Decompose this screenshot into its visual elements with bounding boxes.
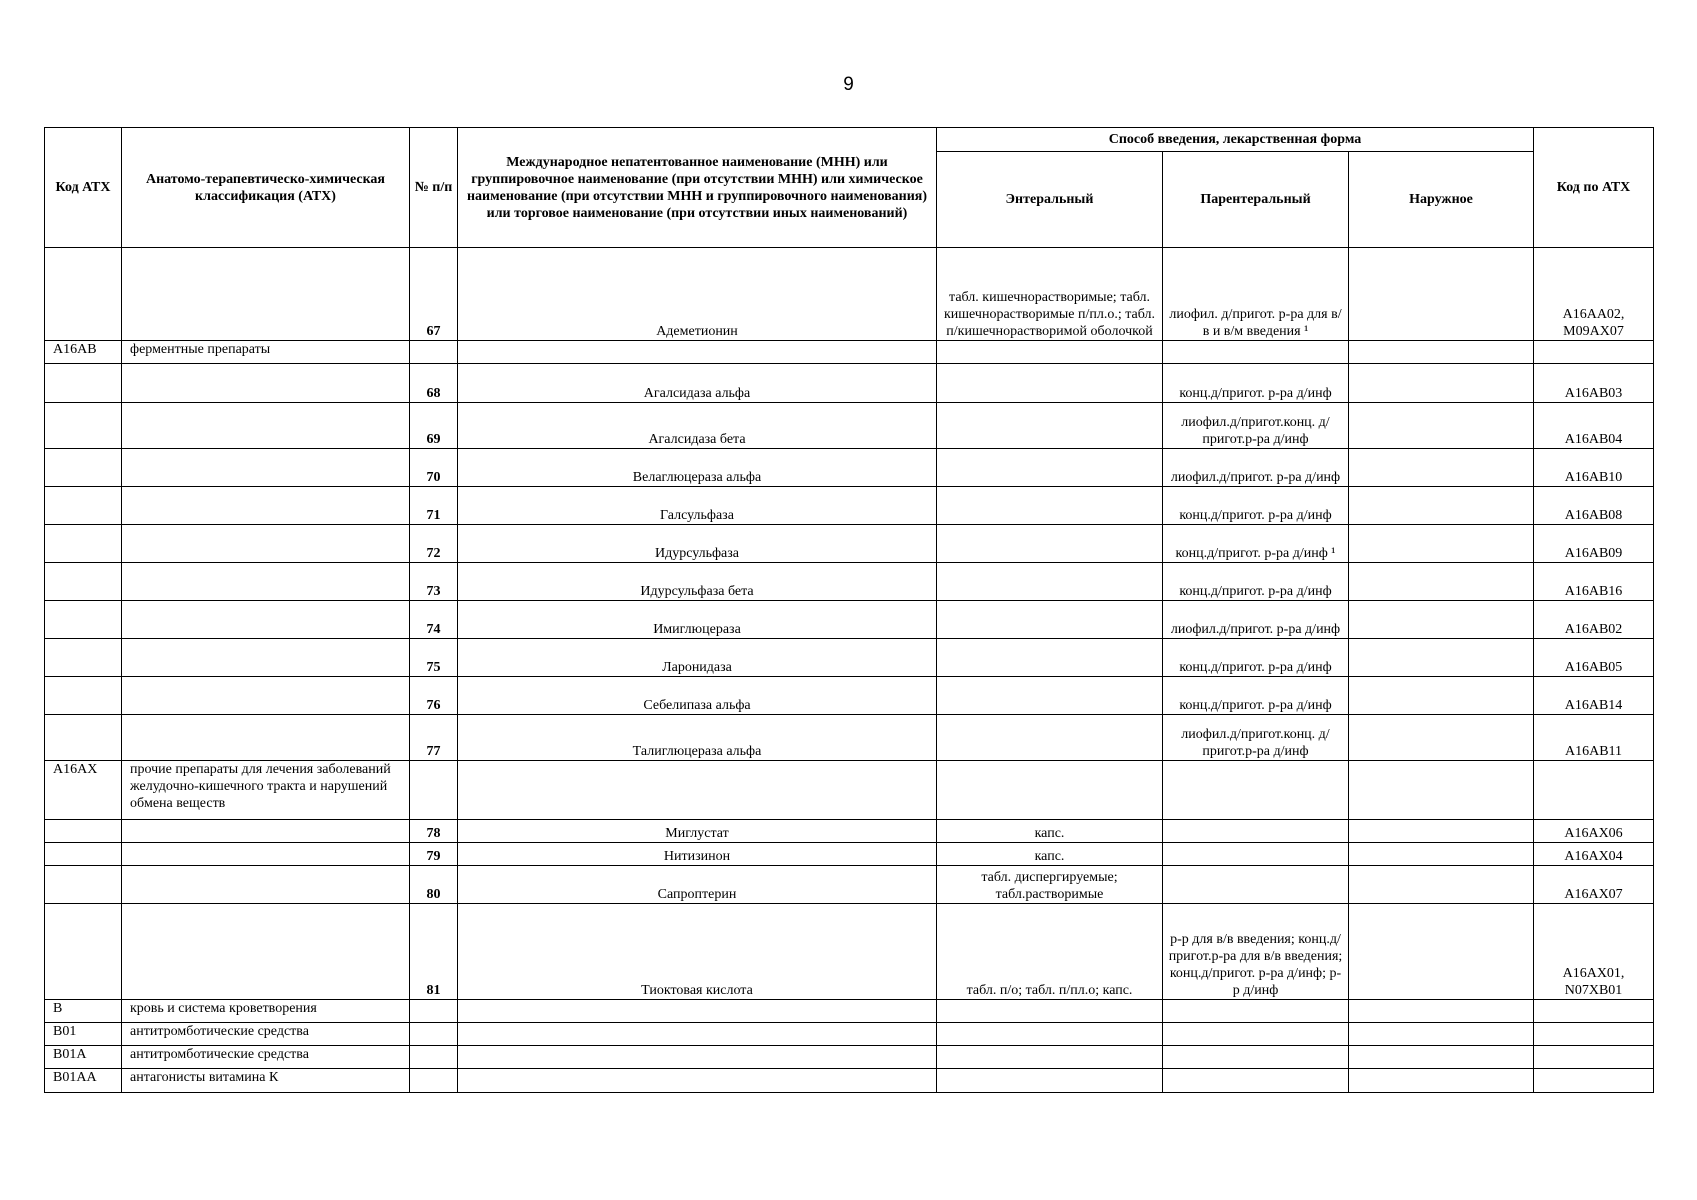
row-number: 69	[410, 403, 458, 449]
classification: прочие препараты для лечения заболеваний желудочно-кишечного тракта и нарушений обмена веществ	[122, 761, 410, 820]
table-row	[45, 866, 1654, 904]
table-row	[45, 487, 1654, 525]
atc-group-code	[45, 715, 122, 761]
atc-group-code	[45, 364, 122, 403]
atc-group-code	[45, 403, 122, 449]
drug-name: Имиглюцераза	[458, 601, 937, 639]
drug-name: Идурсульфаза бета	[458, 563, 937, 601]
row-number: 70	[410, 449, 458, 487]
external-form	[1349, 248, 1534, 341]
enteral-form	[937, 525, 1163, 563]
atc-code	[1534, 761, 1654, 820]
atc-group-code	[45, 487, 122, 525]
enteral-form	[937, 1046, 1163, 1069]
enteral-form	[937, 715, 1163, 761]
external-form	[1349, 1069, 1534, 1093]
classification	[122, 563, 410, 601]
classification	[122, 364, 410, 403]
enteral-form	[937, 341, 1163, 364]
external-form	[1349, 341, 1534, 364]
drug-name	[458, 1069, 937, 1093]
enteral-form: табл. кишечнорастворимые; табл. кишечнорастворимые п/пл.о.; табл. п/кишечнорастворимой оболочкой	[937, 248, 1163, 341]
parenteral-form	[1163, 1069, 1349, 1093]
atc-code: A16AB14	[1534, 677, 1654, 715]
parenteral-form	[1163, 820, 1349, 843]
drug-name: Велаглюцераза альфа	[458, 449, 937, 487]
classification	[122, 525, 410, 563]
table-row	[45, 601, 1654, 639]
row-number: 74	[410, 601, 458, 639]
external-form	[1349, 820, 1534, 843]
enteral-form: капс.	[937, 820, 1163, 843]
external-form	[1349, 487, 1534, 525]
row-number: 68	[410, 364, 458, 403]
classification	[122, 866, 410, 904]
table-row	[45, 639, 1654, 677]
drug-name	[458, 341, 937, 364]
row-number	[410, 1046, 458, 1069]
external-form	[1349, 601, 1534, 639]
parenteral-form: конц.д/пригот. р-ра д/инф	[1163, 639, 1349, 677]
classification	[122, 449, 410, 487]
drug-name: Нитизинон	[458, 843, 937, 866]
classification	[122, 403, 410, 449]
row-number	[410, 1023, 458, 1046]
header-enteral: Энтеральный	[937, 152, 1163, 248]
row-number	[410, 1069, 458, 1093]
external-form	[1349, 761, 1534, 820]
drug-name: Тиоктовая кислота	[458, 904, 937, 1000]
row-number: 80	[410, 866, 458, 904]
atc-code: A16AB11	[1534, 715, 1654, 761]
external-form	[1349, 403, 1534, 449]
atc-group-code	[45, 449, 122, 487]
atc-code: A16AX06	[1534, 820, 1654, 843]
parenteral-form: конц.д/пригот. р-ра д/инф	[1163, 563, 1349, 601]
table-row	[45, 403, 1654, 449]
external-form	[1349, 866, 1534, 904]
atc-code: A16AB08	[1534, 487, 1654, 525]
atc-group-code: B	[45, 1000, 122, 1023]
external-form	[1349, 639, 1534, 677]
parenteral-form: лиофил.д/пригот.конц. д/пригот.р-ра д/инф	[1163, 403, 1349, 449]
table-row	[45, 820, 1654, 843]
drug-name: Миглустат	[458, 820, 937, 843]
drug-name: Агалсидаза бета	[458, 403, 937, 449]
row-number: 81	[410, 904, 458, 1000]
row-number: 73	[410, 563, 458, 601]
external-form	[1349, 449, 1534, 487]
drug-list-table	[44, 127, 1654, 1093]
parenteral-form: лиофил.д/пригот. р-ра д/инф	[1163, 449, 1349, 487]
external-form	[1349, 1046, 1534, 1069]
drug-name: Агалсидаза альфа	[458, 364, 937, 403]
parenteral-form	[1163, 843, 1349, 866]
atc-code: A16AB16	[1534, 563, 1654, 601]
classification	[122, 677, 410, 715]
external-form	[1349, 843, 1534, 866]
parenteral-form	[1163, 1023, 1349, 1046]
external-form	[1349, 563, 1534, 601]
row-number: 67	[410, 248, 458, 341]
classification	[122, 820, 410, 843]
header-number: № п/п	[410, 128, 458, 248]
header-classification: Анатомо-терапевтическо-химическая классификация (АТХ)	[122, 128, 410, 248]
parenteral-form: лиофил.д/пригот. р-ра д/инф	[1163, 601, 1349, 639]
table-row	[45, 248, 1654, 341]
atc-group-code	[45, 904, 122, 1000]
drug-name	[458, 1000, 937, 1023]
parenteral-form	[1163, 1000, 1349, 1023]
atc-code	[1534, 1000, 1654, 1023]
external-form	[1349, 677, 1534, 715]
table-row	[45, 843, 1654, 866]
classification: антитромботические средства	[122, 1023, 410, 1046]
table-row	[45, 364, 1654, 403]
atc-group-code	[45, 866, 122, 904]
atc-code: A16AB03	[1534, 364, 1654, 403]
parenteral-form	[1163, 866, 1349, 904]
parenteral-form: лиофил.д/пригот.конц. д/пригот.р-ра д/инф	[1163, 715, 1349, 761]
atc-group-code	[45, 525, 122, 563]
enteral-form: табл. диспергируемые; табл.растворимые	[937, 866, 1163, 904]
parenteral-form: лиофил. д/пригот. р-ра для в/в и в/м введения ¹	[1163, 248, 1349, 341]
enteral-form	[937, 677, 1163, 715]
row-number: 71	[410, 487, 458, 525]
drug-name: Сапроптерин	[458, 866, 937, 904]
external-form	[1349, 715, 1534, 761]
header-name: Международное непатентованное наименование (МНН) или группировочное наименование (при отсутствии МНН) или химическое наименование (при отсутствии МНН и группировочного наименования) или торговое наименование (при отсутствии иных наименований)	[458, 128, 937, 248]
parenteral-form: р-р для в/в введения; конц.д/пригот.р-ра для в/в введения; конц.д/пригот. р-ра д/инф; р-р д/инф	[1163, 904, 1349, 1000]
row-number: 78	[410, 820, 458, 843]
table-row	[45, 904, 1654, 1000]
header-external: Наружное	[1349, 152, 1534, 248]
atc-code	[1534, 341, 1654, 364]
classification: кровь и система кроветворения	[122, 1000, 410, 1023]
table-row	[45, 525, 1654, 563]
classification	[122, 843, 410, 866]
parenteral-form: конц.д/пригот. р-ра д/инф ¹	[1163, 525, 1349, 563]
drug-name	[458, 761, 937, 820]
enteral-form: табл. п/о; табл. п/пл.о; капс.	[937, 904, 1163, 1000]
atc-code	[1534, 1069, 1654, 1093]
drug-name: Галсульфаза	[458, 487, 937, 525]
enteral-form	[937, 487, 1163, 525]
drug-name: Себелипаза альфа	[458, 677, 937, 715]
atc-group-code: B01A	[45, 1046, 122, 1069]
row-number: 79	[410, 843, 458, 866]
atc-group-code	[45, 563, 122, 601]
external-form	[1349, 1000, 1534, 1023]
atc-group-code	[45, 248, 122, 341]
drug-name	[458, 1023, 937, 1046]
drug-name: Адеметионин	[458, 248, 937, 341]
header-route-group: Способ введения, лекарственная форма	[937, 128, 1534, 152]
row-number: 76	[410, 677, 458, 715]
atc-code: A16AA02, M09AX07	[1534, 248, 1654, 341]
enteral-form	[937, 364, 1163, 403]
enteral-form: капс.	[937, 843, 1163, 866]
atc-code	[1534, 1046, 1654, 1069]
enteral-form	[937, 601, 1163, 639]
enteral-form	[937, 639, 1163, 677]
parenteral-form	[1163, 761, 1349, 820]
atc-group-code	[45, 820, 122, 843]
table-body	[45, 248, 1654, 1093]
table-row	[45, 715, 1654, 761]
header-code: Код АТХ	[45, 128, 122, 248]
drug-name	[458, 1046, 937, 1069]
classification	[122, 601, 410, 639]
atc-group-code: A16AB	[45, 341, 122, 364]
table-row	[45, 761, 1654, 820]
atc-group-code	[45, 677, 122, 715]
atc-group-code: A16AX	[45, 761, 122, 820]
atc-code: A16AX01, N07XB01	[1534, 904, 1654, 1000]
parenteral-form	[1163, 1046, 1349, 1069]
atc-code: A16AX04	[1534, 843, 1654, 866]
classification	[122, 904, 410, 1000]
drug-name: Ларонидаза	[458, 639, 937, 677]
row-number: 72	[410, 525, 458, 563]
drug-name: Талиглюцераза альфа	[458, 715, 937, 761]
external-form	[1349, 364, 1534, 403]
atc-code: A16AB09	[1534, 525, 1654, 563]
external-form	[1349, 904, 1534, 1000]
table-row	[45, 1046, 1654, 1069]
enteral-form	[937, 449, 1163, 487]
atc-group-code: B01	[45, 1023, 122, 1046]
parenteral-form: конц.д/пригот. р-ра д/инф	[1163, 487, 1349, 525]
atc-code: A16AB10	[1534, 449, 1654, 487]
enteral-form	[937, 1023, 1163, 1046]
atc-code: A16AB02	[1534, 601, 1654, 639]
table-row	[45, 563, 1654, 601]
parenteral-form: конц.д/пригот. р-ра д/инф	[1163, 677, 1349, 715]
atc-group-code: B01AA	[45, 1069, 122, 1093]
classification	[122, 639, 410, 677]
row-number: 77	[410, 715, 458, 761]
table-row	[45, 341, 1654, 364]
table-row	[45, 1069, 1654, 1093]
classification: ферментные препараты	[122, 341, 410, 364]
classification	[122, 715, 410, 761]
classification: антагонисты витамина К	[122, 1069, 410, 1093]
enteral-form	[937, 1069, 1163, 1093]
enteral-form	[937, 1000, 1163, 1023]
table-header	[45, 128, 1654, 248]
external-form	[1349, 1023, 1534, 1046]
row-number	[410, 1000, 458, 1023]
classification: антитромботические средства	[122, 1046, 410, 1069]
atc-code: A16AB04	[1534, 403, 1654, 449]
enteral-form	[937, 761, 1163, 820]
header-atc-code: Код по АТХ	[1534, 128, 1654, 248]
row-number	[410, 341, 458, 364]
row-number: 75	[410, 639, 458, 677]
classification	[122, 248, 410, 341]
enteral-form	[937, 563, 1163, 601]
parenteral-form: конц.д/пригот. р-ра д/инф	[1163, 364, 1349, 403]
row-number	[410, 761, 458, 820]
atc-group-code	[45, 601, 122, 639]
table-row	[45, 1000, 1654, 1023]
table-row	[45, 449, 1654, 487]
table-row	[45, 677, 1654, 715]
atc-group-code	[45, 843, 122, 866]
enteral-form	[937, 403, 1163, 449]
atc-code: A16AB05	[1534, 639, 1654, 677]
atc-code	[1534, 1023, 1654, 1046]
drug-name: Идурсульфаза	[458, 525, 937, 563]
header-parenteral: Парентеральный	[1163, 152, 1349, 248]
atc-group-code	[45, 639, 122, 677]
page-number: 9	[843, 74, 854, 95]
table-row	[45, 1023, 1654, 1046]
classification	[122, 487, 410, 525]
atc-code: A16AX07	[1534, 866, 1654, 904]
external-form	[1349, 525, 1534, 563]
parenteral-form	[1163, 341, 1349, 364]
